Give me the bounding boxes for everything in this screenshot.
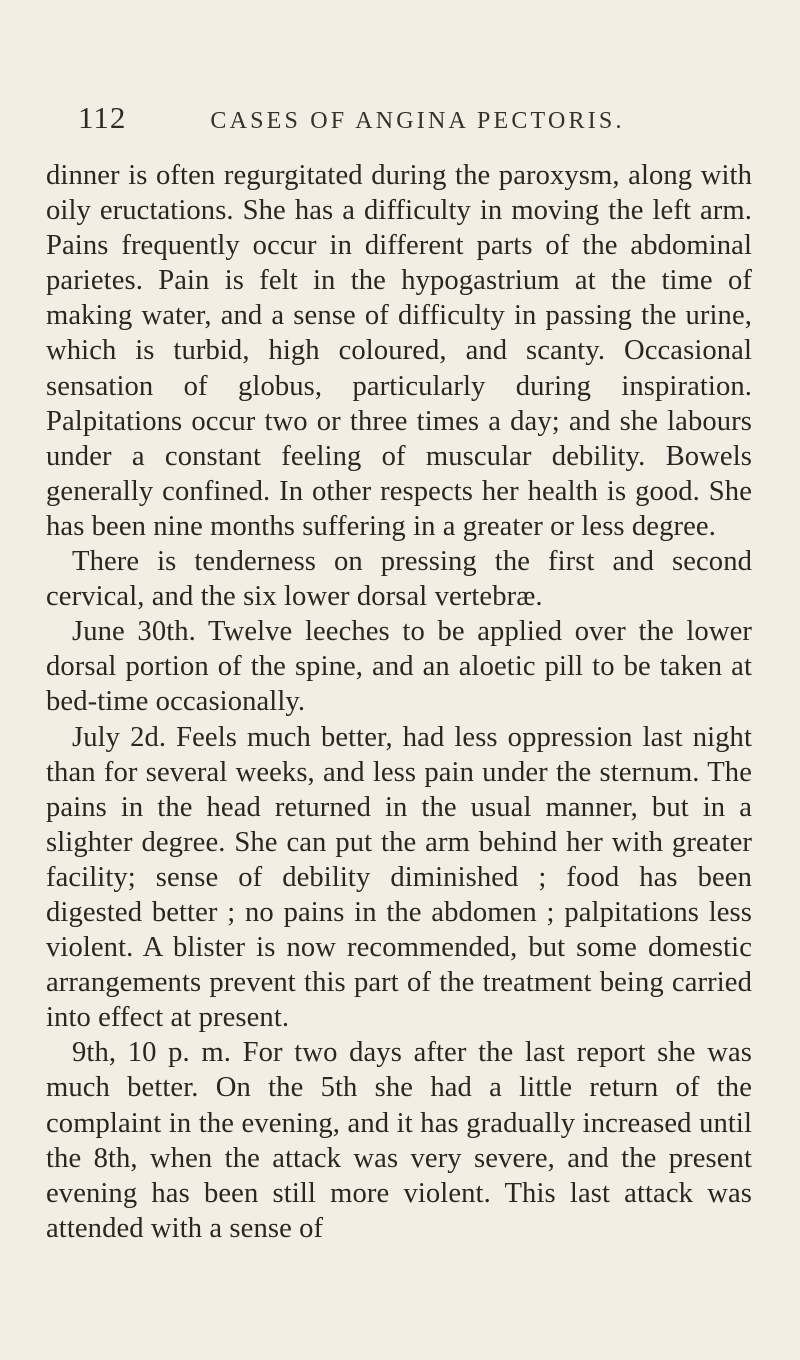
body-text [46,158,752,1246]
running-head [78,100,760,146]
page-number: 112 [78,100,127,135]
paragraph-4: July 2d. Feels much better, had less oppression last night than for several weeks, and less pain under the sternum. The pains in the head returned in the usual manner, but in a slighter degree. She can put the arm behind her with greater facility; sense of debility diminished ; food has been digested better ; no pains in the abdomen ; palpitations less violent. A blister is now recommended, but some domestic arrangements prevent this part of the treatment being carried into effect at present. [46,721,752,1034]
running-title: CASES OF ANGINA PECTORIS. [210,108,625,134]
paragraph-5: 9th, 10 p. m. For two days after the last report she was much better. On the 5th she had a little return of the complaint in the evening, and it has gradually increased until the 8th, when the attack was very severe, and the present evening has been still more violent. This last attack was attended with a sense of [46,1037,752,1244]
paragraph-2: There is tenderness on pressing the first and second cervical, and the six lower dorsal vertebræ. [46,546,752,613]
paragraph-3: June 30th. Twelve leeches to be applied over the lower dorsal portion of the spine, and an aloetic pill to be taken at bed-time occasionally. [46,616,752,718]
paragraph-1: dinner is often regurgitated during the paroxysm, along with oily eructations. She has a difficulty in moving the left arm. Pains frequently occur in different parts of the abdominal parietes. Pain is felt in the hypogastrium at the time of making water, and a sense of difficulty in passing the urine, which is turbid, high coloured, and scanty. Occasional sensation of globus, particularly during inspiration. Palpitations occur two or three times a day; and she labours under a constant feeling of muscular debility. Bowels generally confined. In other respects her health is good. She has been nine months suffering in a greater or less degree. [46,160,752,542]
